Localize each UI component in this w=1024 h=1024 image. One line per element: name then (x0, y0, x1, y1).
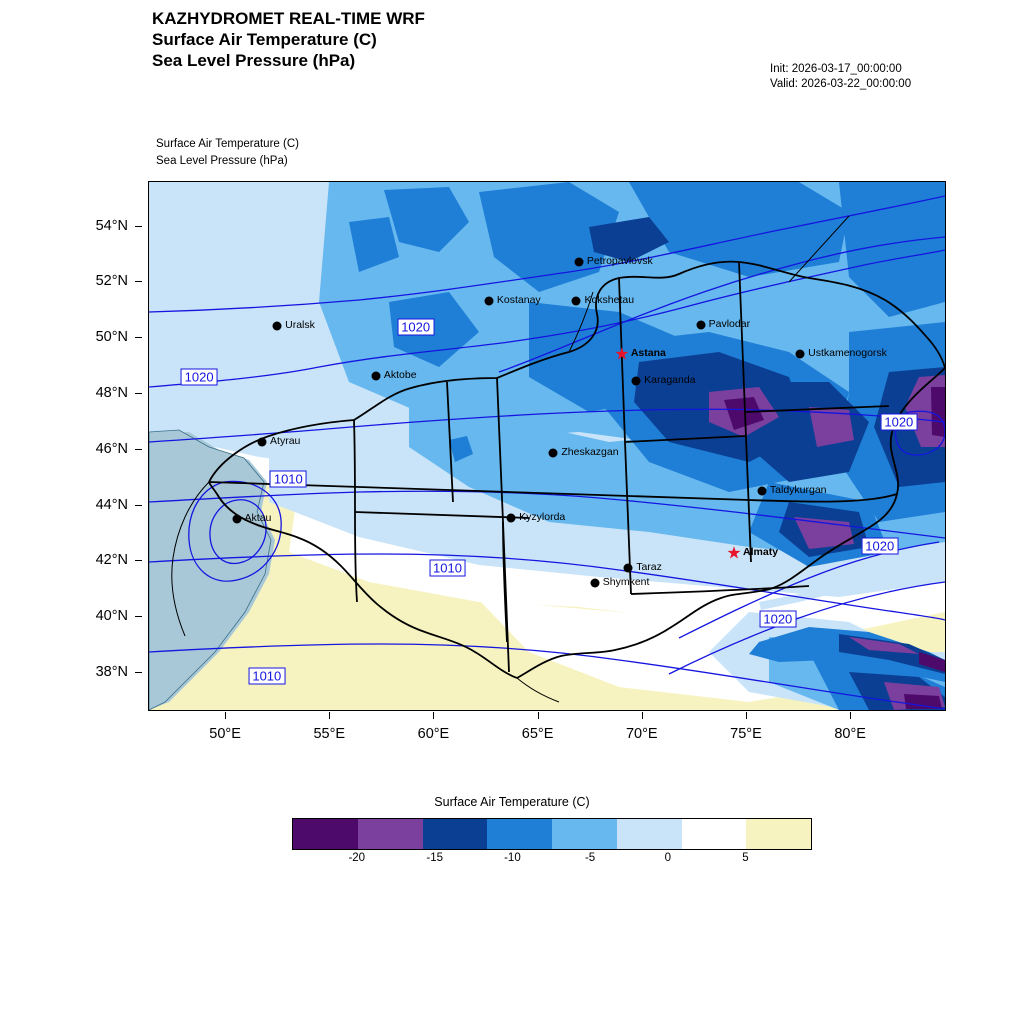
page-title (152, 8, 425, 71)
longitude-tick-label: 55°E (313, 726, 346, 742)
colorbar-tick-label: -5 (584, 852, 596, 864)
colorbar-title: Surface Air Temperature (C) (434, 795, 590, 809)
latitude-tick (135, 560, 142, 561)
latitude-tick (135, 337, 142, 338)
longitude-tick-label: 65°E (521, 726, 554, 742)
isobar-label: 1010 (270, 470, 307, 487)
latitude-tick-label: 52°N (95, 273, 128, 290)
init-time: Init: 2026-03-17_00:00:00 (770, 63, 902, 75)
city-dot-icon (273, 321, 282, 330)
latitude-tick-label: 42°N (95, 552, 128, 569)
latitude-tick-label: 44°N (95, 496, 128, 513)
colorbar-tick-label: -20 (348, 852, 366, 864)
city-label: Ustkamenogorsk (808, 346, 887, 359)
city-label: Atyrau (270, 434, 301, 447)
colorbar-ticks (292, 852, 812, 872)
latitude-tick-label: 50°N (95, 329, 128, 346)
longitude-tick-label: 60°E (417, 726, 450, 742)
valid-time: Valid: 2026-03-22_00:00:00 (770, 78, 912, 90)
longitude-tick (642, 712, 643, 719)
isobar-label: 1020 (861, 538, 898, 555)
title-line-3: Sea Level Pressure (hPa) (152, 51, 356, 70)
isobar-label: 1010 (248, 668, 285, 685)
latitude-axis (80, 181, 142, 711)
city-dot-icon (549, 448, 558, 457)
city-label: Petropavlovsk (586, 254, 653, 267)
longitude-tick-label: 50°E (209, 726, 241, 742)
map-canvas (149, 182, 945, 710)
city-label: Kyzylorda (519, 510, 566, 523)
title-line-1: KAZHYDROMET REAL-TIME WRF (152, 9, 425, 28)
latitude-tick (135, 672, 142, 673)
colorbar-swatch (487, 819, 552, 849)
city-label: Karaganda (644, 373, 696, 386)
city-dot-icon (484, 297, 493, 306)
latitude-tick (135, 226, 142, 227)
city-dot-icon (258, 437, 267, 446)
capital-star-icon: ★ (726, 543, 742, 563)
longitude-tick-label: 80°E (834, 726, 866, 742)
map-graphics (149, 182, 945, 710)
latitude-tick-label: 46°N (95, 440, 128, 457)
city-dot-icon (624, 563, 633, 572)
city-label: Zheskazgan (561, 445, 619, 458)
model-run-info (770, 62, 911, 92)
city-label: Aktobe (383, 368, 417, 381)
city-dot-icon (507, 513, 516, 522)
city-dot-icon (590, 579, 599, 588)
city-label: Astana (630, 346, 666, 359)
longitude-tick (538, 712, 539, 719)
colorbar-swatch (552, 819, 617, 849)
longitude-tick (433, 712, 434, 719)
latitude-tick-label: 38°N (95, 663, 128, 680)
city-label: Aktau (244, 511, 272, 524)
city-label: Uralsk (285, 318, 315, 331)
colorbar-swatch (617, 819, 682, 849)
city-label: Almaty (743, 546, 779, 559)
city-label: Kostanay (496, 294, 541, 307)
city-label: Taldykurgan (769, 484, 827, 497)
subtitle-line-2: Sea Level Pressure (hPa) (156, 155, 288, 167)
colorbar-swatch (423, 819, 488, 849)
isobar-label: 1020 (880, 413, 917, 430)
latitude-tick (135, 505, 142, 506)
longitude-tick (225, 712, 226, 719)
colorbar-swatch (682, 819, 747, 849)
colorbar-tick-label: -15 (426, 852, 444, 864)
colorbar-tick-label: 0 (664, 852, 671, 864)
plot-subtitle (156, 136, 299, 170)
city-dot-icon (572, 297, 581, 306)
city-dot-icon (371, 371, 380, 380)
latitude-tick-label: 40°N (95, 608, 128, 625)
isobar-label: 1020 (759, 611, 796, 628)
subtitle-line-1: Surface Air Temperature (C) (156, 138, 299, 150)
isobar-label: 1010 (429, 559, 466, 576)
latitude-tick (135, 281, 142, 282)
colorbar-swatch (293, 819, 358, 849)
city-label: Shymkent (602, 576, 650, 589)
city-dot-icon (696, 320, 705, 329)
city-label: Taraz (636, 560, 662, 573)
colorbar-tick-label: -10 (504, 852, 521, 864)
isobar-label: 1020 (181, 369, 218, 386)
title-line-2: Surface Air Temperature (C) (152, 30, 377, 49)
longitude-tick (850, 712, 851, 719)
city-dot-icon (632, 376, 641, 385)
longitude-axis (148, 712, 946, 752)
latitude-tick-label: 48°N (95, 385, 128, 401)
latitude-tick (135, 449, 142, 450)
weather-map[interactable] (148, 181, 946, 711)
latitude-tick (135, 393, 142, 394)
capital-star-icon: ★ (614, 344, 630, 364)
longitude-tick-label: 75°E (730, 726, 762, 742)
colorbar-tick-label: 5 (742, 852, 749, 864)
city-label: Kokshetau (584, 294, 635, 307)
city-dot-icon (574, 257, 583, 266)
city-dot-icon (757, 487, 766, 496)
latitude-tick (135, 616, 142, 617)
city-dot-icon (232, 514, 241, 523)
latitude-tick-label: 54°N (95, 217, 128, 234)
colorbar-swatch (358, 819, 423, 849)
colorbar-swatch (746, 819, 811, 849)
temperature-colorbar (292, 818, 812, 850)
city-dot-icon (796, 349, 805, 358)
longitude-tick (746, 712, 747, 719)
city-label: Pavlodar (708, 317, 751, 330)
longitude-tick-label: 70°E (625, 726, 658, 742)
isobar-label: 1020 (397, 318, 434, 335)
longitude-tick (329, 712, 330, 719)
